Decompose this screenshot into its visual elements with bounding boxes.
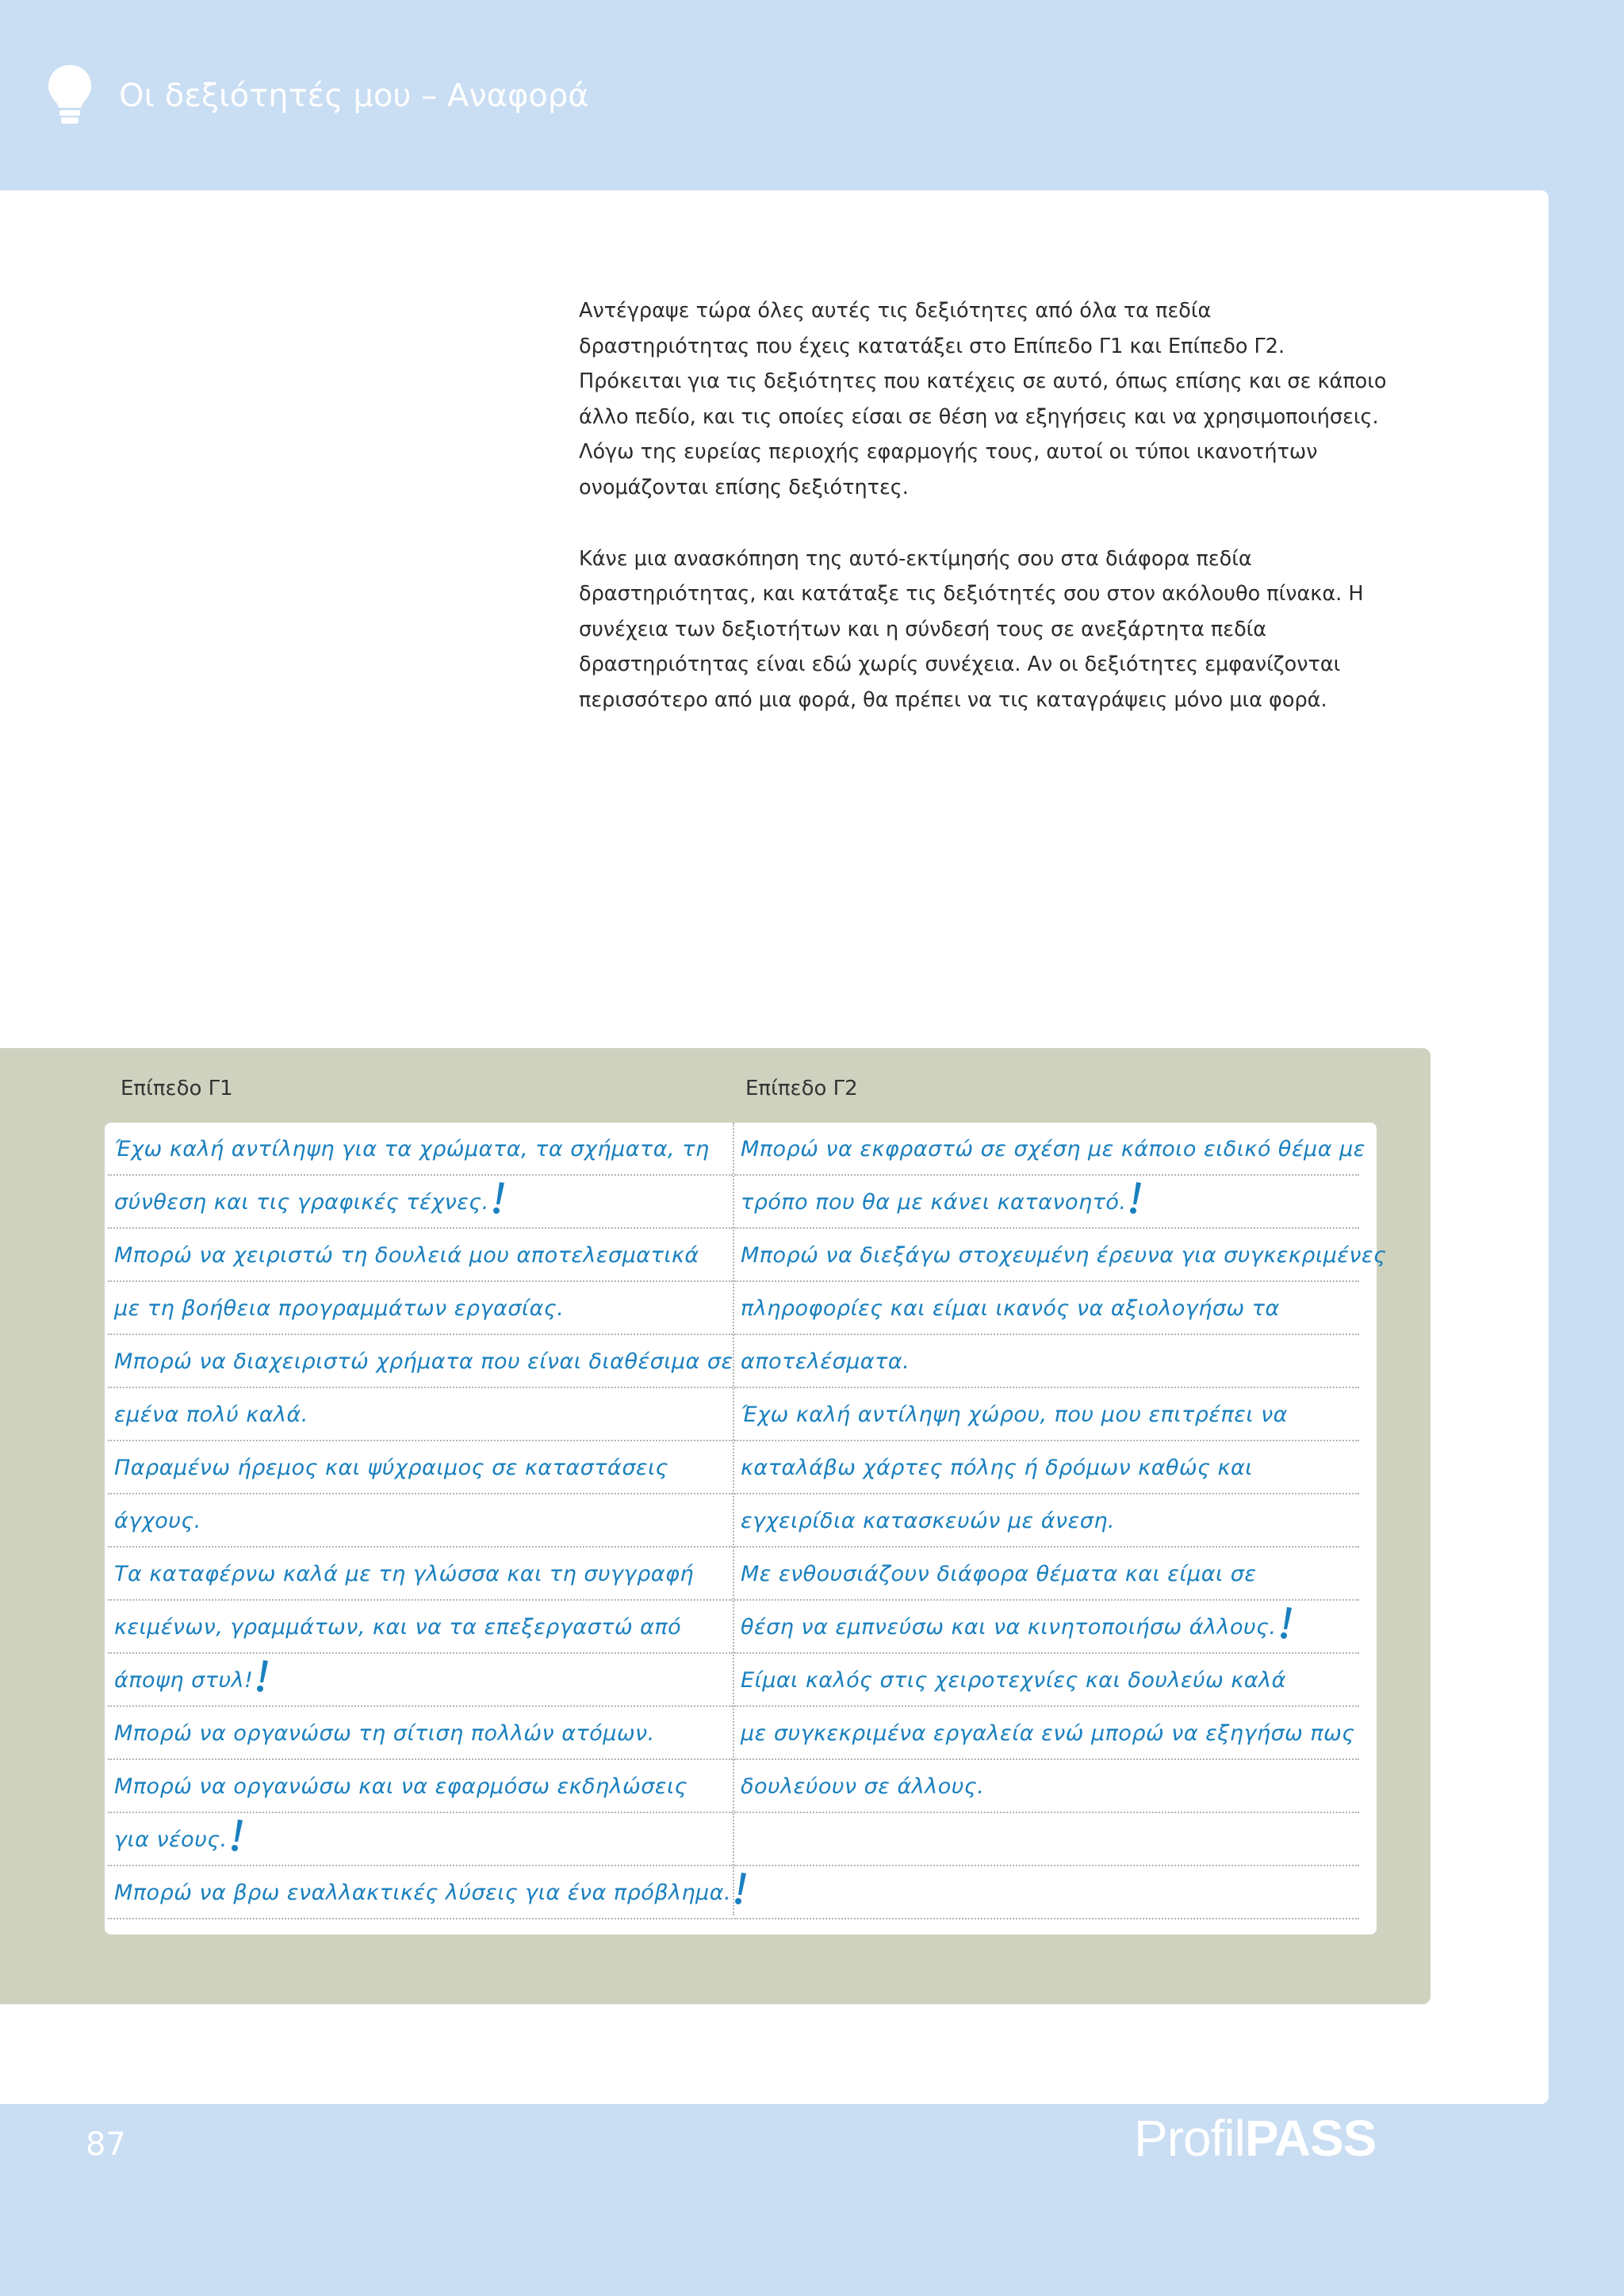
table-row-c2	[734, 1441, 1359, 1494]
handwritten-skill-text: Είμαι καλός στις χειροτεχνίες και δουλεύω καλά	[741, 1668, 1286, 1693]
table-row-c2	[734, 1229, 1387, 1282]
table-row-c1	[108, 1548, 733, 1601]
table-row-c2	[734, 1494, 1359, 1548]
handwritten-skill-text: Με ενθουσιάζουν διάφορα θέματα και είμαι σε	[741, 1562, 1257, 1586]
table-row-c1	[108, 1176, 733, 1229]
handwritten-skill-text: καταλάβω χάρτες πόλης ή δρόμων καθώς και	[741, 1456, 1253, 1480]
handwritten-skill-text: Παραμένω ήρεμος και ψύχραιμος σε καταστάσεις	[114, 1456, 669, 1480]
profilpass-logo	[1134, 2109, 1376, 2168]
table-row-c1	[108, 1494, 733, 1548]
handwritten-skill-text: κειμένων, γραμμάτων, και να τα επεξεργαστώ από	[114, 1615, 682, 1640]
instructions-paragraph-2: Κάνε μια ανασκόπηση της αυτό-εκτίμησής σου στα διάφορα πεδία δραστηριότητας, και κατάταξε τις δεξιότητές σου στον ακόλουθο πίνακα. Η συνέχεια των δεξιοτήτων και η σύνδεσή τους σε ανεξάρτητα πεδία δραστηριότητας είναι εδώ χωρίς συνέχεια. Αν οι δεξιότητες εμφανίζονται περισσότερο από μια φορά, θα πρέπει να τις καταγράψεις μόνο μια φορά.	[579, 546, 1364, 712]
exclamation-mark-icon	[231, 1818, 243, 1853]
skills-column-c2	[733, 1123, 1387, 1915]
table-row-c2	[734, 1176, 1359, 1229]
column-header-level-c1: Επίπεδο Γ1	[121, 1077, 233, 1100]
handwritten-skill-text: Μπορώ να διεξάγω στοχευμένη έρευνα για συγκεκριμένες	[741, 1243, 1387, 1268]
lightbulb-icon	[46, 63, 94, 127]
handwritten-skill-text: δουλεύουν σε άλλους.	[741, 1774, 985, 1799]
table-row-c1	[108, 1335, 733, 1388]
handwritten-skill-text: για νέους.	[114, 1827, 228, 1852]
handwritten-skill-text: άποψη στυλ!	[114, 1668, 254, 1693]
exclamation-mark-icon	[256, 1659, 269, 1693]
table-row-c2	[734, 1654, 1359, 1707]
handwritten-skill-text: Μπορώ να οργανώσω τη σίτιση πολλών ατόμων.	[114, 1721, 655, 1746]
table-row-c1	[108, 1813, 733, 1866]
handwritten-skill-text: τρόπο που θα με κάνει κατανοητό.	[741, 1190, 1127, 1215]
table-row-c1	[108, 1654, 733, 1707]
handwritten-skill-text: Μπορώ να εκφραστώ σε σχέση με κάποιο ειδικό θέμα με	[741, 1137, 1365, 1161]
skills-table	[105, 1123, 1387, 1934]
table-row-c2	[734, 1760, 1359, 1813]
handwritten-skill-text: αποτελέσματα.	[741, 1349, 910, 1374]
handwritten-skill-text: Μπορώ να οργανώσω και να εφαρμόσω εκδηλώσεις	[114, 1774, 688, 1799]
table-row-c1	[108, 1229, 733, 1282]
table-row-c2	[734, 1123, 1365, 1176]
handwritten-skill-text: άγχους.	[114, 1509, 201, 1533]
handwritten-skill-text: Μπορώ να χειριστώ τη δουλειά μου αποτελεσματικά	[114, 1243, 699, 1268]
handwritten-skill-text: εγχειρίδια κατασκευών με άνεση.	[741, 1509, 1116, 1533]
column-header-level-c2: Επίπεδο Γ2	[745, 1077, 858, 1100]
instructions-paragraph-1: Αντέγραψε τώρα όλες αυτές τις δεξιότητες από όλα τα πεδία δραστηριότητας που έχεις κατατάξει στο Επίπεδο Γ1 και Επίπεδο Γ2. Πρόκειται για τις δεξιότητες που κατέχεις σε αυτό, όπως επίσης και σε κάποιο άλλο πεδίο, και τις οποίες είσαι σε θέση να εξηγήσεις και να χρησιμοποιήσεις. Λόγω της ευρείας περιοχής εφαρμογής τους, αυτοί οι τύποι ικανοτήτων ονομάζονται επίσης δεξιότητες.	[579, 299, 1387, 499]
table-row-c2	[734, 1866, 1359, 1919]
handwritten-skill-text: θέση να εμπνεύσω και να κινητοποιήσω άλλους.	[741, 1615, 1277, 1640]
handwritten-skill-text: εμένα πολύ καλά.	[114, 1402, 308, 1427]
handwritten-skill-text: Έχω καλή αντίληψη για τα χρώματα, τα σχήματα, τη	[114, 1137, 710, 1161]
page-header	[0, 0, 1624, 190]
table-row-c2	[734, 1601, 1359, 1654]
exclamation-mark-icon	[492, 1181, 505, 1215]
page-number: 87	[86, 2126, 126, 2163]
handwritten-skill-text: Μπορώ να διαχειριστώ χρήματα που είναι διαθέσιμα σε	[114, 1349, 733, 1374]
logo-text-bold: PASS	[1244, 2110, 1377, 2167]
table-row-c1	[108, 1123, 733, 1176]
handwritten-skill-text: σύνθεση και τις γραφικές τέχνες.	[114, 1190, 489, 1215]
table-row-c2	[734, 1548, 1359, 1601]
handwritten-skill-text: Μπορώ να βρω εναλλακτικές λύσεις για ένα πρόβλημα.	[114, 1881, 732, 1905]
table-row-c2	[734, 1813, 1359, 1866]
table-row-c1	[108, 1388, 733, 1441]
handwritten-skill-text: Τα καταφέρνω καλά με τη γλώσσα και τη συγγραφή	[114, 1562, 694, 1586]
page-title: Οι δεξιότητές μου – Αναφορά	[119, 78, 589, 114]
table-row-c2	[734, 1707, 1359, 1760]
table-row-c2	[734, 1282, 1359, 1335]
exclamation-mark-icon	[1129, 1181, 1142, 1215]
exclamation-mark-icon	[1280, 1605, 1293, 1640]
handwritten-skill-text: Έχω καλή αντίληψη χώρου, που μου επιτρέπει να	[741, 1402, 1288, 1427]
table-row-c2	[734, 1335, 1359, 1388]
table-row-c1	[108, 1707, 733, 1760]
skills-column-c1	[108, 1123, 733, 1915]
instructions	[579, 293, 1388, 754]
handwritten-skill-text: με τη βοήθεια προγραμμάτων εργασίας.	[114, 1296, 565, 1321]
table-row-c1	[108, 1441, 733, 1494]
table-row-c2	[734, 1388, 1359, 1441]
handwritten-skill-text: με συγκεκριμένα εργαλεία ενώ μπορώ να εξηγήσω πως	[741, 1721, 1355, 1746]
table-row-c1	[108, 1866, 733, 1919]
logo-text-light: Profil	[1134, 2110, 1245, 2167]
table-row-c1	[108, 1760, 733, 1813]
handwritten-skill-text: πληροφορίες και είμαι ικανός να αξιολογήσω τα	[741, 1296, 1280, 1321]
table-row-c1	[108, 1282, 733, 1335]
table-row-c1	[108, 1601, 733, 1654]
